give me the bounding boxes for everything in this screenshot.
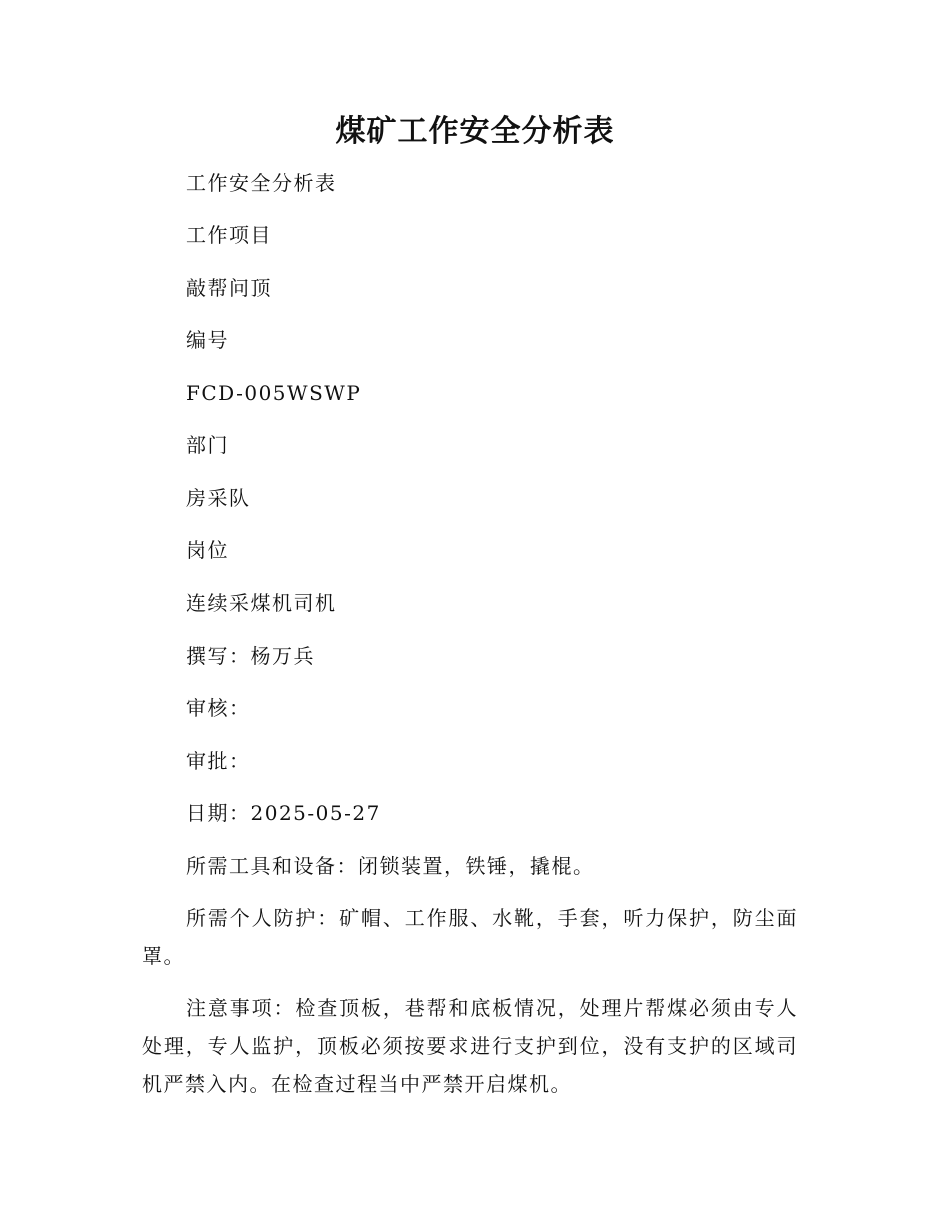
tools-line: 所需工具和设备：闭锁装置，铁锤，撬棍。 — [186, 854, 595, 878]
work-item-label: 工作项目 — [186, 223, 272, 247]
work-item-value: 敲帮问顶 — [186, 276, 272, 300]
date-line: 日期：2025-05-27 — [186, 801, 381, 825]
review-line: 审核： — [186, 696, 251, 720]
department-value: 房采队 — [186, 486, 251, 510]
position-value: 连续采煤机司机 — [186, 591, 337, 615]
approval-line: 审批： — [186, 749, 251, 773]
author-line: 撰写：杨万兵 — [186, 644, 315, 668]
document-title: 煤矿工作安全分析表 — [335, 114, 615, 149]
precautions-paragraph: 注意事项：检查顶板，巷帮和底板情况，处理片帮煤必须由专人处理，专人监护，顶板必须按要求进行支护到位，没有支护的区域司机严禁入内。在检查过程当中严禁开启煤机。 — [142, 996, 798, 1096]
ppe-paragraph: 所需个人防护：矿帽、工作服、水靴，手套，听力保护，防尘面罩。 — [142, 906, 798, 968]
department-label: 部门 — [186, 433, 229, 457]
serial-number-value: FCD-005WSWP — [186, 381, 362, 405]
form-heading: 工作安全分析表 — [186, 171, 337, 195]
position-label: 岗位 — [186, 538, 229, 562]
serial-number-label: 编号 — [186, 328, 229, 352]
